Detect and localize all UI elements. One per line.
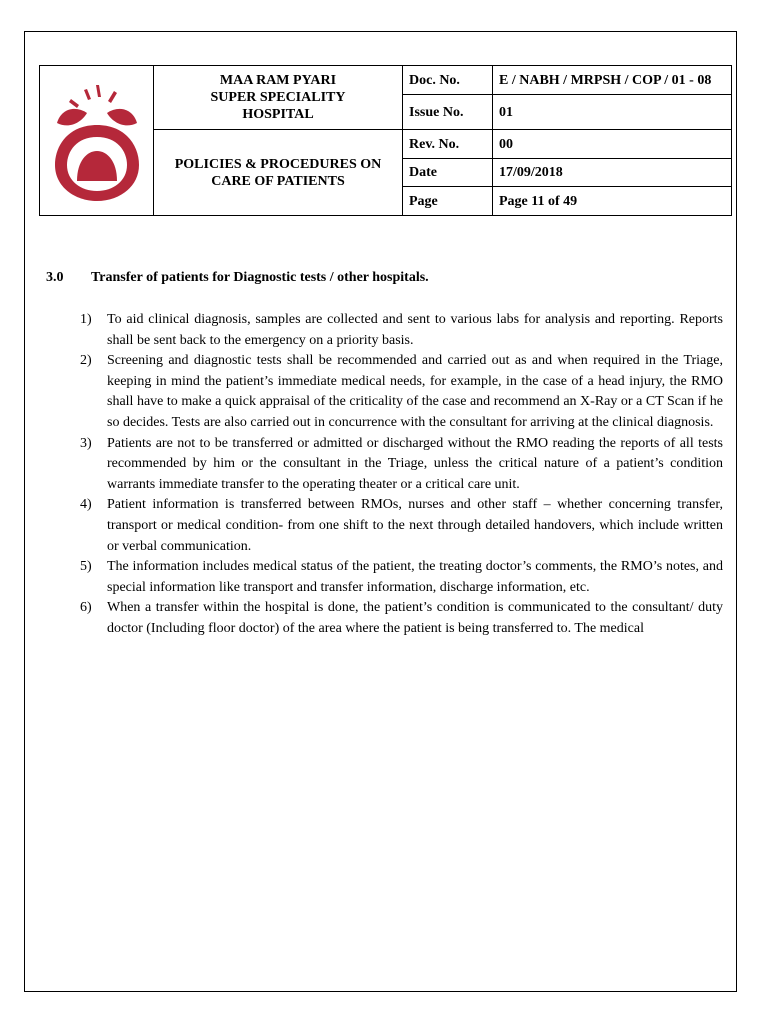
list-item (80, 351, 723, 433)
document-header-table (39, 65, 732, 216)
hospital-logo-icon (47, 73, 147, 203)
hospital-logo-cell (40, 66, 154, 216)
list-item-number: 2) (80, 353, 92, 369)
list-item (80, 495, 723, 557)
list-item (80, 434, 723, 496)
list-item (80, 557, 723, 598)
hospital-name-cell (154, 66, 403, 130)
list-item-text: Patient information is transferred between RMOs, nurses and other staff – whether concerning transfer, transport or medical condition- from one shift to the next through detailed handovers, which include written or verbal communication. (107, 497, 723, 554)
list-item (80, 598, 723, 639)
policy-title-line-2: CARE OF PATIENTS (211, 173, 345, 189)
policy-title-cell (154, 130, 403, 216)
doc-no-value: E / NABH / MRPSH / COP / 01 - 08 (493, 66, 732, 95)
page-label: Page (403, 187, 493, 216)
list-item-number: 3) (80, 435, 92, 451)
page-value: Page 11 of 49 (493, 187, 732, 216)
policy-title-line-1: POLICIES & PROCEDURES ON (174, 156, 382, 172)
issue-no-label: Issue No. (403, 95, 493, 130)
date-value: 17/09/2018 (493, 159, 732, 187)
issue-no-value: 01 (493, 95, 732, 130)
list-item-text: To aid clinical diagnosis, samples are collected and sent to various labs for analysis and reporting. Reports shall be sent back to the emergency on a priority basis. (107, 312, 723, 348)
date-label: Date (403, 159, 493, 187)
list-item (80, 310, 723, 351)
rev-no-label: Rev. No. (403, 130, 493, 159)
hospital-name-line-3: HOSPITAL (242, 107, 314, 122)
hospital-name-line-1: MAA RAM PYARI (219, 73, 337, 88)
list-item-text: Screening and diagnostic tests shall be recommended and carried out as and when required in the Triage, keeping in mind the patient’s immediate medical needs, for example, in the case of a head injury, the RMO shall have to make a quick appraisal of the criticality of the case and recommend an X-Ray or a CT Scan if he so decides. Tests are also carried out in concurrence with the consultant for arriving at the clinical diagnosis. (107, 353, 723, 430)
list-item-number: 1) (80, 312, 92, 327)
list-item-number: 6) (80, 600, 92, 616)
rev-no-value: 00 (493, 130, 732, 159)
list-item-text: Patients are not to be transferred or admitted or discharged without the RMO reading the reports of all tests recommended by him or the consultant in the Triage, unless the critical nature of a patient’s condition warrants immediate transfer to the operating theater or a critical care unit. (107, 435, 723, 492)
doc-no-label: Doc. No. (403, 66, 493, 95)
list-item-number: 4) (80, 497, 92, 513)
procedure-list (80, 310, 723, 640)
list-item-number: 5) (80, 559, 92, 575)
section-title: Transfer of patients for Diagnostic tests / other hospitals. (91, 270, 429, 285)
list-item-text: The information includes medical status of the patient, the treating doctor’s comments, the RMO’s notes, and special information like transport and transfer information, discharge information, etc. (107, 559, 723, 595)
hospital-name-line-2: SUPER SPECIALITY (210, 90, 346, 105)
section-number: 3.0 (46, 270, 64, 285)
list-item-text: When a transfer within the hospital is done, the patient’s condition is communicated to the consultant/ duty doctor (Including floor doctor) of the area where the patient is being transferred to. The medical (107, 600, 723, 636)
section-heading (46, 269, 429, 286)
